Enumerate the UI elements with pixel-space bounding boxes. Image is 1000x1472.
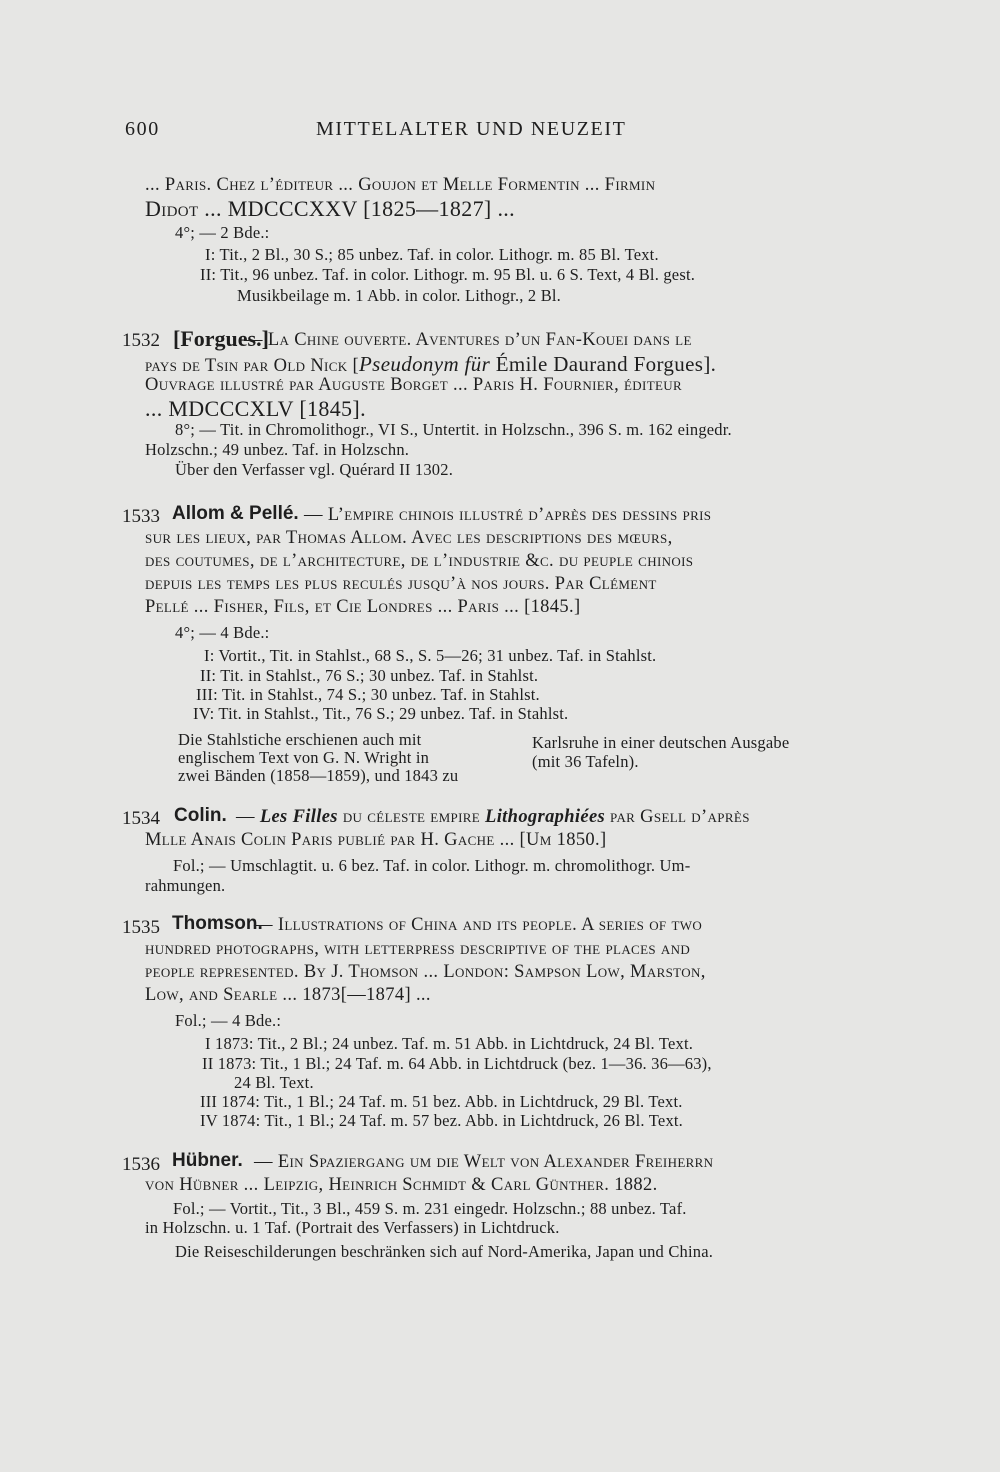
- entry-note: Fol.; — Umschlagtit. u. 6 bez. Taf. in color. Lithogr. m. chromolithogr. Um-: [173, 856, 691, 875]
- entry-format: Fol.; — 4 Bde.:: [175, 1011, 282, 1030]
- entry-title-line: ... MDCCCXLV [1845].: [145, 396, 366, 421]
- entry-volume: I 1873: Tit., 2 Bl.; 24 unbez. Taf. m. 51 Abb. in Lichtdruck, 24 Bl. Text.: [205, 1034, 694, 1053]
- entry-author: Colin.: [174, 805, 227, 826]
- entry-volume: III 1874: Tit., 1 Bl.; 24 Taf. m. 51 bez. Abb. in Lichtdruck, 29 Bl. Text.: [200, 1092, 683, 1111]
- entry-title-line: — Les Filles du céleste empire Lithographiées par Gsell d’après: [236, 807, 750, 827]
- entry-number: 1534: [122, 808, 160, 829]
- entry-author: Thomson.: [172, 913, 263, 934]
- entry-volume: IV: Tit. in Stahlst., Tit., 76 S.; 29 unbez. Taf. in Stahlst.: [193, 704, 569, 723]
- entry-volume: I: Vortit., Tit. in Stahlst., 68 S., S. 5—26; 31 unbez. Taf. in Stahlst.: [204, 646, 657, 665]
- entry-title-line: — L’empire chinois illustré d’après des dessins pris: [304, 505, 712, 525]
- entry-prev-format: 4°; — 2 Bde.:: [175, 223, 270, 242]
- entry-prev-line-2: Didot ... MDCCCXXV [1825—1827] ...: [145, 196, 515, 221]
- entry-title-line: depuis les temps les plus reculés jusqu’à nos jours. Par Clément: [145, 574, 657, 594]
- entry-volume: II 1873: Tit., 1 Bl.; 24 Taf. m. 64 Abb. in Lichtdruck (bez. 1—36. 36—63),: [202, 1054, 712, 1073]
- entry-prev-volume-1: I: Tit., 2 Bl., 30 S.; 85 unbez. Taf. in color. Lithogr. m. 85 Bl. Text.: [205, 245, 659, 264]
- entry-author: [Forgues.]: [173, 326, 269, 351]
- entry-title-line: des coutumes, de l’architecture, de l’industrie &c. du peuple chinois: [145, 551, 694, 571]
- entry-title-line: Mlle Anais Colin Paris publié par H. Gache ... [Um 1850.]: [145, 830, 607, 850]
- entry-prev-volume-2: II: Tit., 96 unbez. Taf. in color. Lithogr. m. 95 Bl. u. 6 S. Text, 4 Bl. gest.: [200, 265, 696, 284]
- entry-note: in Holzschn. u. 1 Taf. (Portrait des Verfassers) in Lichtdruck.: [145, 1218, 560, 1237]
- entry-number: 1532: [122, 330, 160, 351]
- entry-volume: II: Tit. in Stahlst., 76 S.; 30 unbez. Taf. in Stahlst.: [200, 666, 539, 685]
- entry-author: Allom & Pellé.: [172, 503, 299, 524]
- entry-title-line: von Hübner ... Leipzig, Heinrich Schmidt & Carl Günther. 1882.: [145, 1175, 658, 1195]
- entry-author: Hübner.: [172, 1150, 243, 1171]
- entry-number: 1536: [122, 1154, 160, 1175]
- entry-note: 8°; — Tit. in Chromolithogr., VI S., Untertit. in Holzschn., 396 S. m. 162 eingedr.: [175, 420, 732, 439]
- entry-note: Holzschn.; 49 unbez. Taf. in Holzschn.: [145, 440, 410, 459]
- entry-note: Die Reiseschilderungen beschränken sich auf Nord-Amerika, Japan und China.: [175, 1242, 714, 1261]
- entry-title-line: — La Chine ouverte. Aventures d’un Fan-Kouei dans le: [244, 330, 692, 350]
- entry-number: 1535: [122, 917, 160, 938]
- entry-volume: IV 1874: Tit., 1 Bl.; 24 Taf. m. 57 bez. Abb. in Lichtdruck, 26 Bl. Text.: [200, 1111, 683, 1130]
- entry-prev-line-1: ... Paris. Chez l’éditeur ... Goujon et Melle Formentin ... Firmin: [145, 175, 656, 195]
- entry-format: 4°; — 4 Bde.:: [175, 623, 270, 642]
- entry-title-line: Ouvrage illustré par Auguste Borget ... Paris H. Fournier, éditeur: [145, 375, 683, 395]
- entry-title-line: — Illustrations of China and its people. A series of two: [254, 915, 703, 935]
- entry-volume: 24 Bl. Text.: [234, 1073, 314, 1092]
- entry-footnote-left: Die Stahlstiche erschienen auch mit: [178, 730, 422, 749]
- entry-title-line: — Ein Spaziergang um die Welt von Alexander Freiherrn: [254, 1152, 714, 1172]
- entry-footnote-left: zwei Bänden (1858—1859), und 1843 zu: [178, 766, 459, 785]
- entry-volume: III: Tit. in Stahlst., 74 S.; 30 unbez. Taf. in Stahlst.: [196, 685, 540, 704]
- entry-title-line: sur les lieux, par Thomas Allom. Avec les descriptions des mœurs,: [145, 528, 673, 548]
- entry-note: rahmungen.: [145, 876, 226, 895]
- entry-title-line: Pellé ... Fisher, Fils, et Cie Londres ... Paris ... [1845.]: [145, 597, 581, 617]
- entry-title-line: hundred photographs, with letterpress descriptive of the places and: [145, 939, 691, 959]
- running-title: MITTELALTER UND NEUZEIT: [316, 118, 627, 140]
- entry-title-line: pays de Tsin par Old Nick [Pseudonym für Émile Daurand Forgues].: [145, 352, 717, 376]
- entry-title-line: people represented. By J. Thomson ... London: Sampson Low, Marston,: [145, 962, 706, 982]
- entry-note: Fol.; — Vortit., Tit., 3 Bl., 459 S. m. 231 eingedr. Holzschn.; 88 unbez. Taf.: [173, 1199, 687, 1218]
- entry-note: Über den Verfasser vgl. Quérard II 1302.: [175, 460, 454, 479]
- entry-number: 1533: [122, 506, 160, 527]
- entry-footnote-right: (mit 36 Tafeln).: [532, 752, 639, 771]
- entry-title-line: Low, and Searle ... 1873[—1874] ...: [145, 985, 431, 1005]
- page-number: 600: [125, 118, 160, 140]
- entry-footnote-right: Karlsruhe in einer deutschen Ausgabe: [532, 733, 790, 752]
- entry-prev-volume-2-cont: Musikbeilage m. 1 Abb. in color. Lithogr., 2 Bl.: [237, 286, 562, 305]
- entry-footnote-left: englischem Text von G. N. Wright in: [178, 748, 430, 767]
